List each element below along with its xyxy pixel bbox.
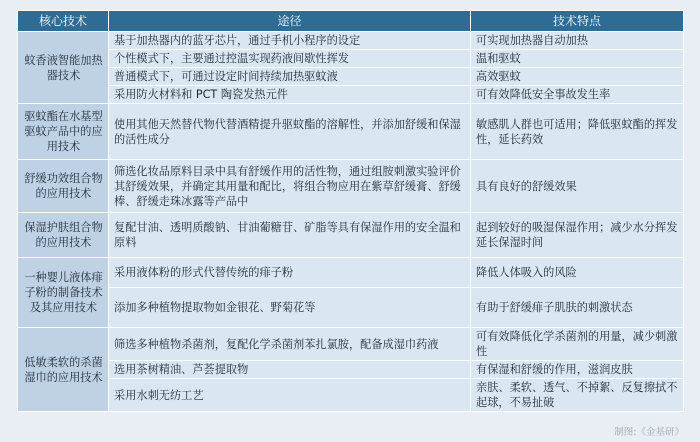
feature-cell: 亲肤、柔软、透气、不掉絮、反复擦拭不起球，不易扯破 [471,379,684,412]
feature-cell: 有保湿和舒缓的作用，滋润皮肤 [471,361,684,379]
feature-cell: 温和驱蚊 [471,50,684,68]
method-cell: 普通模式下，可通过设定时间持续加热驱蚊液 [109,68,471,86]
method-cell: 筛选化妆品原料目录中具有舒缓作用的活性物，通过组胺刺激实验评价其舒缓效果，并确定其用量和配比，将组合物应用在紫草舒缓膏、舒缓棒、舒缓走珠冰露等产品中 [109,160,471,213]
category-cell: 舒缓功效组合物的应用技术 [18,160,109,213]
feature-cell: 有助于舒缓痱子肌肤的刺激状态 [471,288,684,328]
table-row [18,160,684,213]
method-cell: 添加多种植物提取物如金银花、野菊花等 [109,288,471,328]
table-row [18,213,684,258]
method-cell: 基于加热器内的蓝牙芯片，通过手机小程序的设定 [109,32,471,50]
method-cell: 选用茶树精油、芦荟提取物 [109,361,471,379]
category-cell: 保湿护肤组合物的应用技术 [18,213,109,258]
feature-cell: 可有效降低化学杀菌剂的用量，减少刺激性 [471,328,684,361]
header-core-tech: 核心技术 [18,11,109,32]
feature-cell: 起到较好的吸湿保湿作用；减少水分挥发延长保湿时间 [471,213,684,258]
feature-cell: 敏感肌人群也可适用；降低驱蚊酯的挥发性，延长药效 [471,104,684,160]
method-cell: 采用防火材料和 PCT 陶瓷发热元件 [109,86,471,104]
table-row [18,379,684,412]
feature-cell: 可实现加热器自动加热 [471,32,684,50]
method-cell: 采用水刺无纺工艺 [109,379,471,412]
method-cell: 采用液体粉的形式代替传统的痱子粉 [109,258,471,288]
method-cell: 个性模式下，主要通过控温实现药液间歇性挥发 [109,50,471,68]
method-cell: 复配甘油、透明质酸钠、甘油葡糖苷、矿脂等具有保湿作用的安全温和原料 [109,213,471,258]
table-row [18,258,684,288]
category-cell: 蚊香液智能加热器技术 [18,32,109,104]
method-cell: 筛选多种植物杀菌剂，复配化学杀菌剂苯扎氯胺，配备成湿巾药液 [109,328,471,361]
table-row [18,361,684,379]
header-features: 技术特点 [471,11,684,32]
category-cell: 一种婴儿液体痱子粉的制备技术及其应用技术 [18,258,109,328]
feature-cell: 降低人体吸入的风险 [471,258,684,288]
table-row [18,68,684,86]
table-row [18,104,684,160]
table-row [18,288,684,328]
table-row [18,328,684,361]
method-cell: 使用其他天然替代物代替酒精提升驱蚊酯的溶解性，并添加舒缓和保湿的活性成分 [109,104,471,160]
feature-cell: 高效驱蚊 [471,68,684,86]
feature-cell: 具有良好的舒缓效果 [471,160,684,213]
feature-cell: 可有效降低安全事故发生率 [471,86,684,104]
category-cell: 驱蚊酯在水基型驱蚊产品中的应用技术 [18,104,109,160]
table-row [18,50,684,68]
table-row [18,32,684,50]
figure-caption: 制图:《金基研》 [614,427,684,438]
table-row [18,86,684,104]
header-approach: 途径 [109,11,471,32]
table-header-row [18,11,684,32]
technology-table [17,10,684,412]
category-cell: 低敏柔软的杀菌湿巾的应用技术 [18,328,109,412]
